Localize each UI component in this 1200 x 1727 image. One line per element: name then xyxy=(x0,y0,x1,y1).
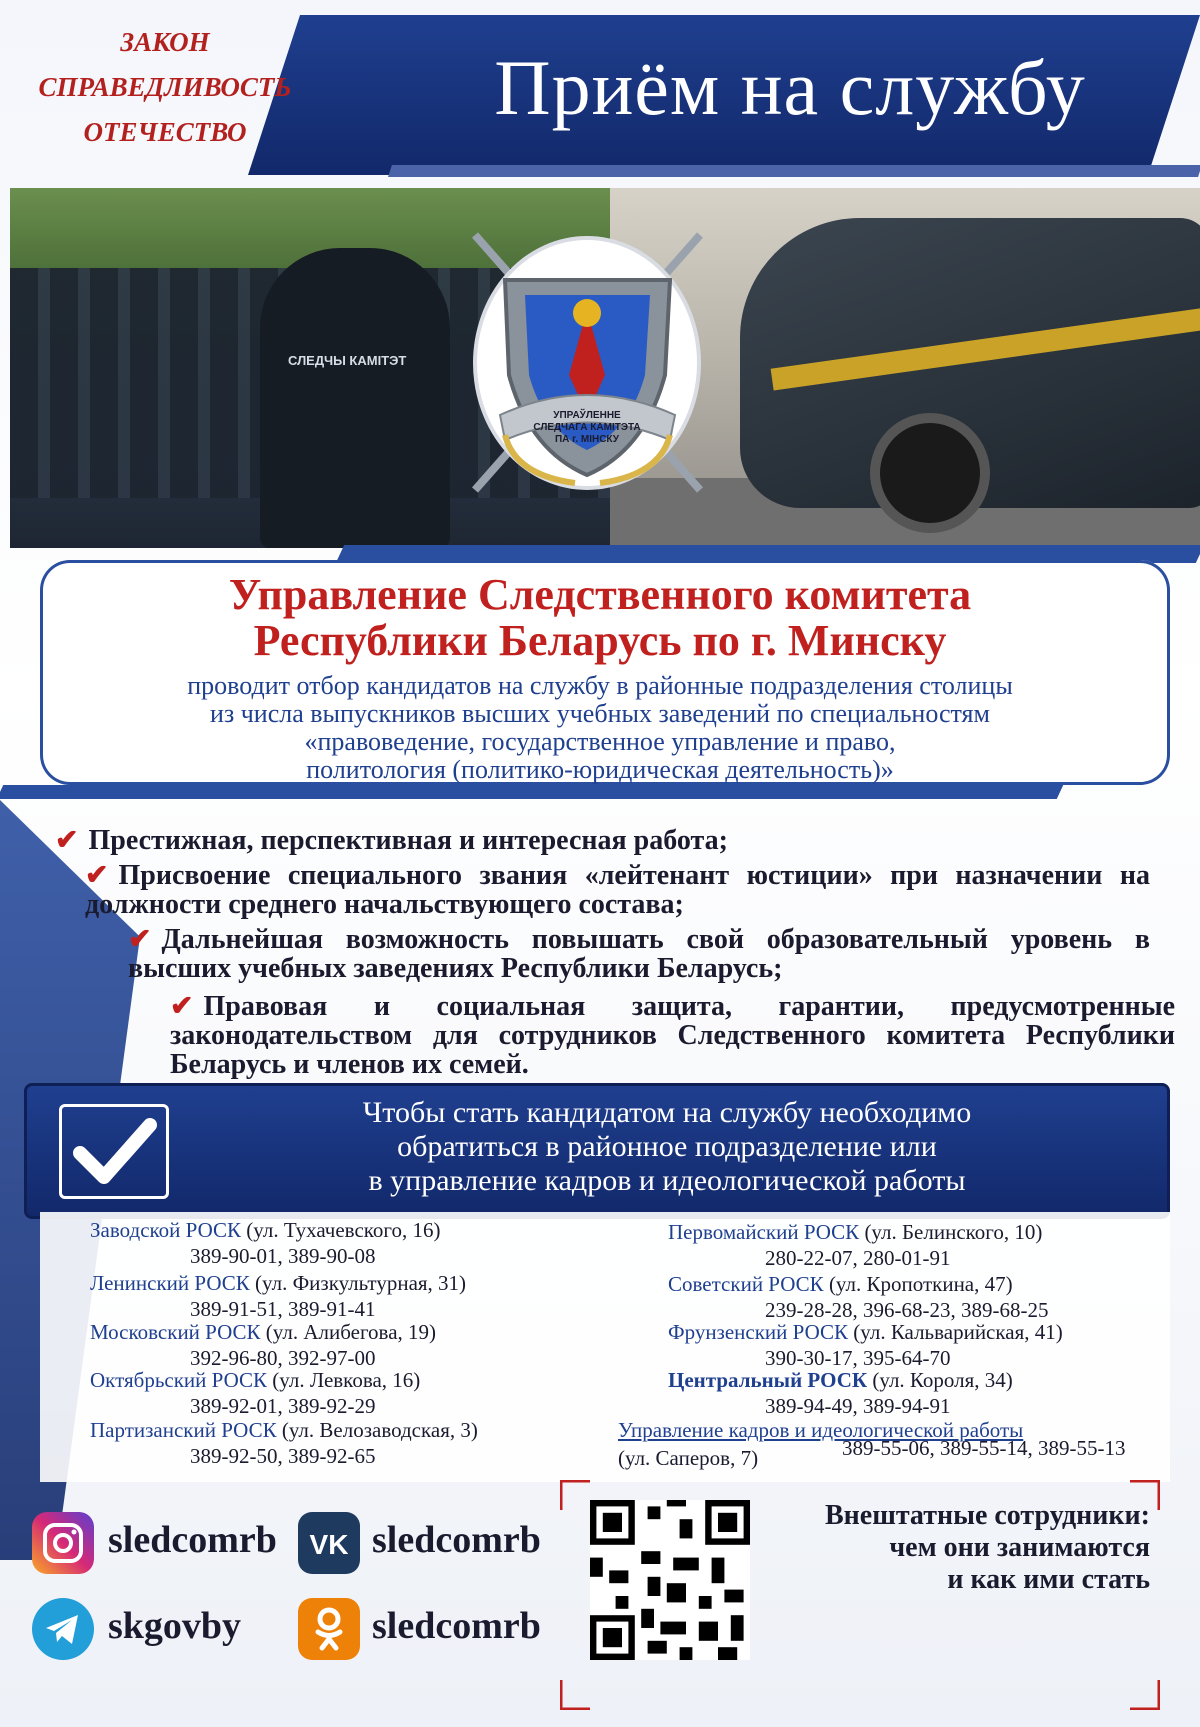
org-desc-line1: проводит отбор кандидатов на службу в районные подразделения столицы xyxy=(187,671,1013,700)
motto-line-justice: СПРАВЕДЛИВОСТЬ xyxy=(38,72,292,102)
org-desc-line4: политология (политико-юридическая деятельность)» xyxy=(306,755,894,784)
contact-name xyxy=(90,1271,466,1295)
contact-phones: 389-90-01, 389-90-08 xyxy=(190,1244,376,1268)
hr-department-address: (ул. Саперов, 7) xyxy=(618,1446,759,1470)
contact-name xyxy=(668,1220,1042,1244)
check-icon: ✔ xyxy=(128,924,152,955)
cta-line3: в управление кадров и идеологической работы xyxy=(368,1164,966,1197)
benefit-item xyxy=(128,925,1150,983)
district-name: Заводской РОСК xyxy=(90,1218,242,1242)
car-wheel xyxy=(870,413,990,533)
district-address: (ул. Кальварийская, 41) xyxy=(853,1320,1063,1344)
hr-department-name: Управление кадров и идеологической работы xyxy=(618,1418,1024,1442)
motto-line-fatherland: ОТЕЧЕСТВО xyxy=(83,117,247,147)
instagram-icon[interactable] xyxy=(32,1512,94,1574)
cta-line1: Чтобы стать кандидатом на службу необходимо xyxy=(362,1096,972,1129)
contact-phones: 389-92-01, 389-92-29 xyxy=(190,1394,376,1418)
benefit-item xyxy=(85,861,1150,919)
qr-caption-line1: Внештатные сотрудники: xyxy=(824,1500,1150,1531)
officer-back-label: СЛЕДЧЫ КАМІТЭТ xyxy=(288,353,407,368)
org-description xyxy=(50,672,1150,784)
contact-phones: 239-28-28, 396-68-23, 389-68-25 xyxy=(765,1298,1049,1322)
benefit-item xyxy=(170,992,1175,1079)
contact-name xyxy=(90,1418,478,1442)
district-address: (ул. Левкова, 16) xyxy=(272,1368,421,1392)
motto xyxy=(20,20,310,155)
district-name: Партизанский РОСК xyxy=(90,1418,277,1442)
district-name: Октябрьский РОСК xyxy=(90,1368,268,1392)
district-name: Первомайский РОСК xyxy=(668,1220,860,1244)
district-name: Московский РОСК xyxy=(90,1320,261,1344)
benefit-text: Дальнейшая возможность повышать свой образовательный уровень в высших учебных заведениях Республики Беларусь; xyxy=(128,924,1150,984)
title-banner-stripe xyxy=(388,165,1200,177)
org-desc-line2: из числа выпускников высших учебных заведений по специальностям xyxy=(210,699,990,728)
odnoklassniki-icon[interactable] xyxy=(298,1598,360,1660)
contact-name xyxy=(90,1320,436,1344)
district-name: Центральный РОСК xyxy=(668,1368,868,1392)
check-icon: ✔ xyxy=(55,825,79,856)
benefit-text: Правовая и социальная защита, гарантии, предусмотренные законодательством для сотрудников Следственного комитета Республики Беларусь и членов их семей. xyxy=(170,991,1175,1080)
checkmark-icon xyxy=(62,1107,166,1196)
qr-caption xyxy=(760,1500,1150,1596)
district-address: (ул. Короля, 34) xyxy=(872,1368,1013,1392)
cta-check-box xyxy=(59,1104,169,1199)
district-name: Советский РОСК xyxy=(668,1272,824,1296)
qr-code[interactable] xyxy=(590,1500,750,1660)
committee-emblem-icon xyxy=(465,225,710,500)
district-address: (ул. Велозаводская, 3) xyxy=(281,1418,478,1442)
org-bottom-stripe xyxy=(0,785,1063,799)
cta-line2: обратиться в районное подразделение или xyxy=(397,1130,937,1163)
org-title-line1: Управление Следственного комитета xyxy=(228,570,972,619)
contact-phones: 390-30-17, 395-64-70 xyxy=(765,1346,951,1370)
svg-text:VK: VK xyxy=(309,1529,349,1560)
district-address: (ул. Белинского, 10) xyxy=(864,1220,1043,1244)
district-address: (ул. Кропоткина, 47) xyxy=(828,1272,1013,1296)
check-icon: ✔ xyxy=(85,860,109,891)
page-title: Приём на службу xyxy=(494,44,1086,131)
emblem-text-line2: СЛЕДЧАГА КАМІТЭТА xyxy=(533,422,641,433)
cta-banner xyxy=(24,1083,1170,1219)
benefit-text: Престижная, перспективная и интересная работа; xyxy=(88,825,728,856)
emblem-text-line1: УПРАЎЛЕННЕ xyxy=(553,410,621,421)
vk-handle[interactable]: sledcomrb xyxy=(372,1519,541,1561)
contact-phones: 389-92-50, 389-92-65 xyxy=(190,1444,376,1468)
contact-name xyxy=(90,1218,441,1242)
contact-phones: 389-91-51, 389-91-41 xyxy=(190,1297,376,1321)
org-desc-line3: «правоведение, государственное управление и право, xyxy=(304,727,896,756)
benefit-text: Присвоение специального звания «лейтенант юстиции» при назначении на должности среднего начальствующего состава; xyxy=(85,860,1150,920)
org-title xyxy=(50,572,1150,664)
org-title-line2: Республики Беларусь по г. Минску xyxy=(253,616,947,665)
telegram-icon[interactable] xyxy=(32,1598,94,1660)
telegram-handle[interactable]: skgovby xyxy=(108,1605,242,1647)
contact-phones: 280-22-07, 280-01-91 xyxy=(765,1246,951,1270)
district-address: (ул. Физкультурная, 31) xyxy=(255,1271,467,1295)
contact-name xyxy=(668,1320,1063,1344)
district-address: (ул. Алибегова, 19) xyxy=(265,1320,437,1344)
vk-icon[interactable] xyxy=(298,1512,360,1574)
hr-department-phones: 389-55-06, 389-55-14, 389-55-13 xyxy=(842,1436,1126,1460)
contact-phones: 392-96-80, 392-97-00 xyxy=(190,1346,376,1370)
qr-caption-line2: чем они занимаются xyxy=(889,1532,1150,1563)
benefit-item xyxy=(55,826,1135,855)
instagram-handle[interactable]: sledcomrb xyxy=(108,1519,277,1561)
check-icon: ✔ xyxy=(170,991,194,1022)
emblem-text-line3: ПА г. МІНСКУ xyxy=(554,434,620,445)
contact-name xyxy=(668,1368,1013,1392)
qr-caption-line3: и как ими стать xyxy=(947,1564,1150,1595)
district-name: Фрунзенский РОСК xyxy=(668,1320,849,1344)
district-name: Ленинский РОСК xyxy=(90,1271,250,1295)
cta-text xyxy=(197,1096,1137,1198)
contact-name xyxy=(668,1272,1013,1296)
contact-name xyxy=(90,1368,420,1392)
contact-phones: 389-94-49, 389-94-91 xyxy=(765,1394,951,1418)
motto-line-law: ЗАКОН xyxy=(120,27,210,57)
district-address: (ул. Тухачевского, 16) xyxy=(246,1218,441,1242)
saluting-officer xyxy=(260,248,450,548)
odnoklassniki-handle[interactable]: sledcomrb xyxy=(372,1605,541,1647)
